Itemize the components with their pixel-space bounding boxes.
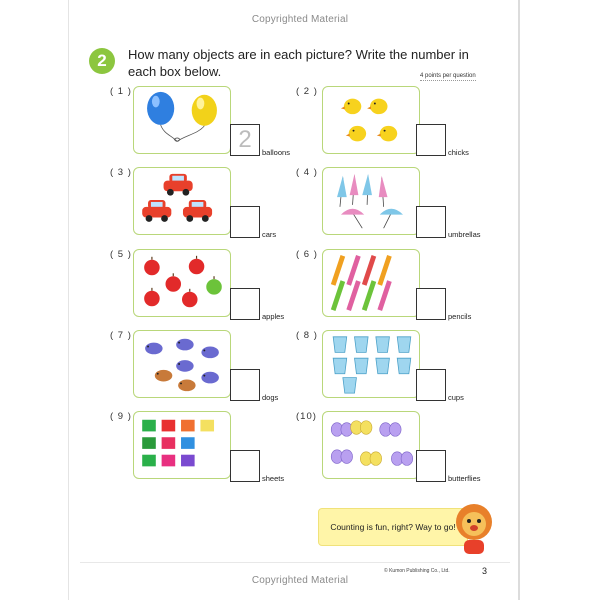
question-number-badge: 2 bbox=[89, 48, 115, 74]
page-edge-right bbox=[518, 0, 520, 600]
item-word: pencils bbox=[448, 312, 472, 321]
copyright-header: Copyrighted Material bbox=[251, 14, 349, 25]
answer-box[interactable] bbox=[230, 288, 260, 320]
picture-cars bbox=[133, 167, 231, 235]
item-word: cars bbox=[262, 230, 277, 239]
answer-box[interactable] bbox=[230, 369, 260, 401]
cars-illustration bbox=[134, 168, 230, 234]
picture-sheets bbox=[133, 411, 231, 479]
answer-box[interactable] bbox=[416, 124, 446, 156]
butterflies-illustration bbox=[323, 412, 419, 478]
item-label: ( 4 ) bbox=[296, 167, 318, 178]
answer-box[interactable] bbox=[230, 450, 260, 482]
item-word: umbrellas bbox=[448, 230, 481, 239]
item-word: dogs bbox=[262, 393, 279, 402]
lion-mascot-icon bbox=[452, 500, 496, 556]
encouragement-banner: Counting is fun, right? Way to go! bbox=[318, 508, 468, 546]
item-label: ( 3 ) bbox=[110, 167, 132, 178]
sheets-illustration bbox=[134, 412, 230, 478]
item-word: butterflies bbox=[448, 474, 481, 483]
picture-umbrellas bbox=[322, 167, 420, 235]
points-note: 4 points per question bbox=[420, 73, 476, 79]
picture-apples bbox=[133, 249, 231, 317]
item-word: chicks bbox=[448, 148, 469, 157]
answer-box[interactable] bbox=[230, 206, 260, 238]
question-instruction: How many objects are in each picture? Write the number in each box below. bbox=[128, 47, 469, 79]
item-label: (10) bbox=[296, 411, 317, 422]
answer-box[interactable] bbox=[416, 450, 446, 482]
dogs-illustration bbox=[134, 331, 230, 397]
copyright-footer: Copyrighted Material bbox=[251, 575, 349, 586]
apples-illustration bbox=[134, 250, 230, 316]
item-label: ( 2 ) bbox=[296, 86, 318, 97]
answer-box[interactable] bbox=[416, 288, 446, 320]
item-label: ( 5 ) bbox=[110, 249, 132, 260]
cups-illustration bbox=[323, 331, 419, 397]
item-label: ( 1 ) bbox=[110, 86, 132, 97]
picture-pencils bbox=[322, 249, 420, 317]
pencils-illustration bbox=[323, 250, 419, 316]
umbrellas-illustration bbox=[323, 168, 419, 234]
balloons-illustration bbox=[134, 87, 230, 153]
picture-balloons bbox=[133, 86, 231, 154]
item-label: ( 9 ) bbox=[110, 411, 132, 422]
picture-butterflies bbox=[322, 411, 420, 479]
page-edge-left bbox=[68, 0, 69, 600]
item-label: ( 7 ) bbox=[110, 330, 132, 341]
footer-divider bbox=[80, 562, 510, 563]
publisher-note: © Kumon Publishing Co., Ltd. bbox=[384, 568, 450, 574]
item-label: ( 8 ) bbox=[296, 330, 318, 341]
item-word: apples bbox=[262, 312, 285, 321]
picture-cups bbox=[322, 330, 420, 398]
picture-dogs bbox=[133, 330, 231, 398]
item-word: balloons bbox=[262, 148, 290, 157]
page-number: 3 bbox=[482, 566, 488, 576]
item-word: sheets bbox=[262, 474, 285, 483]
answer-box[interactable]: 2 bbox=[230, 124, 260, 156]
picture-chicks bbox=[322, 86, 420, 154]
chicks-illustration bbox=[323, 87, 419, 153]
item-label: ( 6 ) bbox=[296, 249, 318, 260]
answer-box[interactable] bbox=[416, 369, 446, 401]
item-word: cups bbox=[448, 393, 464, 402]
answer-box[interactable] bbox=[416, 206, 446, 238]
